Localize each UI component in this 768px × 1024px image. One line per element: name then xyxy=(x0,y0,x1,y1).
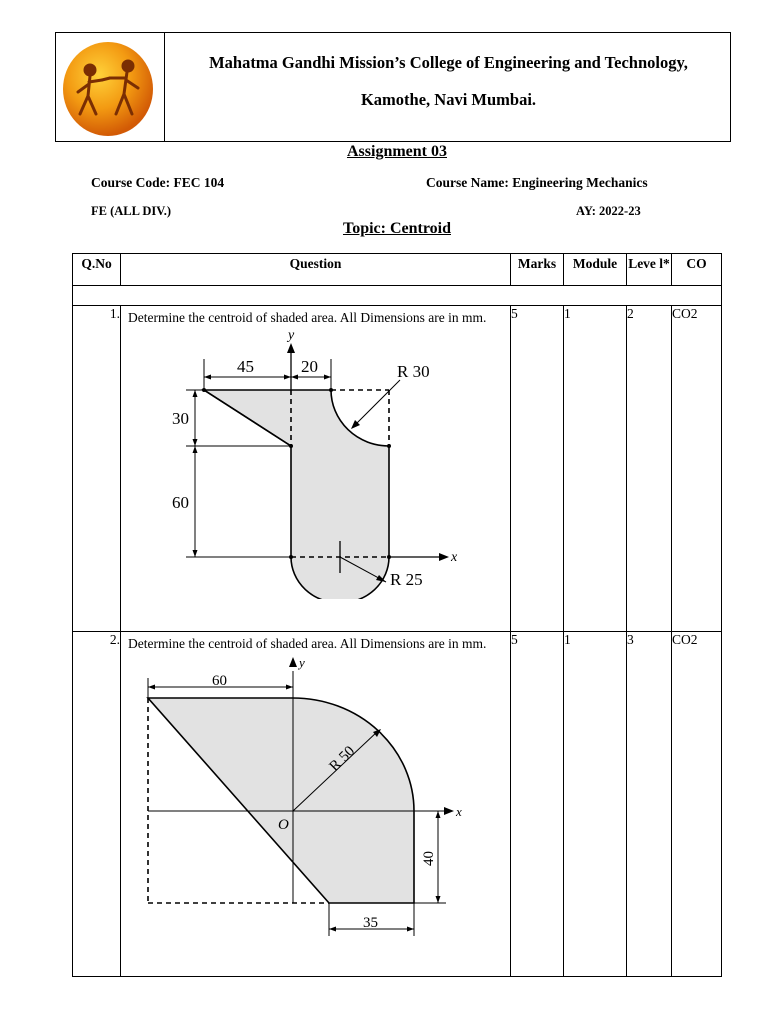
fig1-axis-x: x xyxy=(451,550,458,565)
header-module: Module xyxy=(564,254,627,286)
header-divider xyxy=(164,32,165,142)
row-qno: 1. xyxy=(73,306,121,632)
row-marks: 5 xyxy=(511,306,564,632)
row-question-cell xyxy=(121,306,511,632)
header-level: Leve l* xyxy=(627,254,672,286)
row-co: CO2 xyxy=(672,632,722,977)
fig2-axis-x: x xyxy=(456,804,462,819)
division: FE (ALL DIV.) xyxy=(91,204,171,218)
fig2-origin: O xyxy=(278,817,289,833)
row-level: 3 xyxy=(627,632,672,977)
row-co: CO2 xyxy=(672,306,722,632)
fig2-axis-y: y xyxy=(299,655,305,670)
question-2-figure xyxy=(121,653,509,953)
header-question: Question xyxy=(121,254,511,286)
row-module: 1 xyxy=(564,632,627,977)
row-module: 1 xyxy=(564,306,627,632)
question-text: Determine the centroid of shaded area. All Dimensions are in mm. xyxy=(128,310,487,325)
header-co: CO xyxy=(672,254,722,286)
fig1-dim-45: 45 xyxy=(237,357,254,376)
topic-heading: Topic: Centroid xyxy=(342,220,451,237)
shaded-area xyxy=(204,390,389,599)
course-name: Course Name: Engineering Mechanics xyxy=(426,175,648,190)
fig2-radius: R 50 xyxy=(326,743,359,775)
fig2-dim-60: 60 xyxy=(212,673,227,689)
assignment-title: Assignment 03 xyxy=(346,143,447,160)
fig1-radius-bottom: R 25 xyxy=(390,570,423,589)
fig1-dim-30: 30 xyxy=(172,409,189,428)
row-marks: 5 xyxy=(511,632,564,977)
table-row xyxy=(73,632,722,977)
college-name: Mahatma Gandhi Mission’s College of Engineering and Technology, xyxy=(209,53,688,72)
questions-table xyxy=(72,253,722,977)
header-qno: Q.No xyxy=(73,254,121,286)
row-question-cell xyxy=(121,632,511,977)
row-level: 2 xyxy=(627,306,672,632)
college-location: Kamothe, Navi Mumbai. xyxy=(360,90,537,109)
question-text: Determine the centroid of shaded area. All Dimensions are in mm. xyxy=(128,636,487,651)
table-row xyxy=(73,306,722,632)
fig1-dim-60: 60 xyxy=(172,493,189,512)
question-1-figure xyxy=(121,329,509,599)
shaded-area xyxy=(148,698,414,903)
header-marks: Marks xyxy=(511,254,564,286)
fig1-radius-top: R 30 xyxy=(397,362,430,381)
fig1-axis-y: y xyxy=(288,329,295,343)
spacer-cell xyxy=(73,286,722,306)
course-code: Course Code: FEC 104 xyxy=(91,175,225,190)
row-qno: 2. xyxy=(73,632,121,977)
fig1-dim-20: 20 xyxy=(301,357,318,376)
college-logo-icon xyxy=(60,36,160,138)
fig2-dim-35: 35 xyxy=(363,915,378,931)
academic-year: AY: 2022-23 xyxy=(576,204,641,218)
fig2-dim-40: 40 xyxy=(421,851,437,866)
spacer-row xyxy=(73,286,722,306)
table-header-row xyxy=(73,254,722,286)
